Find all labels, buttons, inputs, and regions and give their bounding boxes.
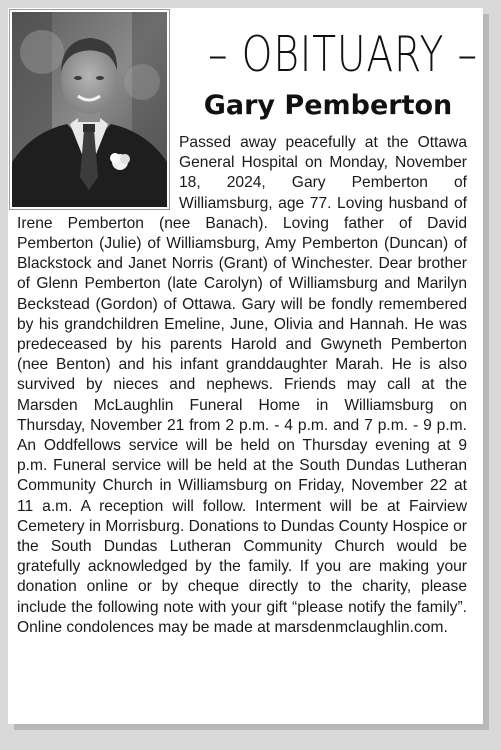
deceased-name: Gary Pemberton <box>203 90 453 121</box>
photo-wrap-spacer <box>17 133 179 203</box>
obituary-text-block <box>17 133 467 638</box>
obituary-body: Passed away peacefully at the Ottawa General Hospital on Monday, November 18, 2024, Gary Pemberton of Williamsburg, age 77. Loving husband of Irene Pemberton (nee Banach). Loving father of David Pemberton (Julie) of Williamsburg, Amy Pemberton (Duncan) of Blackstock and Janet Norris (Grant) of Winchester. Dear brother of Glenn Pemberton (late Carolyn) of Williamsburg and Marilyn Beckstead (Gordon) of Ottawa. Gary will be fondly remembered by his grandchildren Emeline, June, Olivia and Hannah. He was predeceased by his parents Harold and Gwyneth Pemberton (nee Benton) and his infant granddaughter Marah. He is also survived by nieces and nephews. Friends may call at the Marsden McLaughlin Funeral Home in Williamsburg on Thursday, November 21 from 2 p.m. - 4 p.m. and 7 p.m. - 9 p.m. An Oddfellows service will be held on Thursday evening at 9 p.m. Funeral service will be held at the South Dundas Lutheran Community Church in Williamsburg on Friday, November 22 at 11 a.m. A reception will follow. Interment will be at Fairview Cemetery in Morrisburg. Donations to Dundas County Hospice or the South Dundas Lutheran Community Church would be gratefully acknowledged by the family. If you are making your donation online or by cheque directly to the charity, please include the following note with your gift “please notify the family”. Online condolences may be made at marsdenmclaughlin.com. <box>17 134 467 636</box>
obituary-heading: – OBITUARY – <box>208 26 478 83</box>
